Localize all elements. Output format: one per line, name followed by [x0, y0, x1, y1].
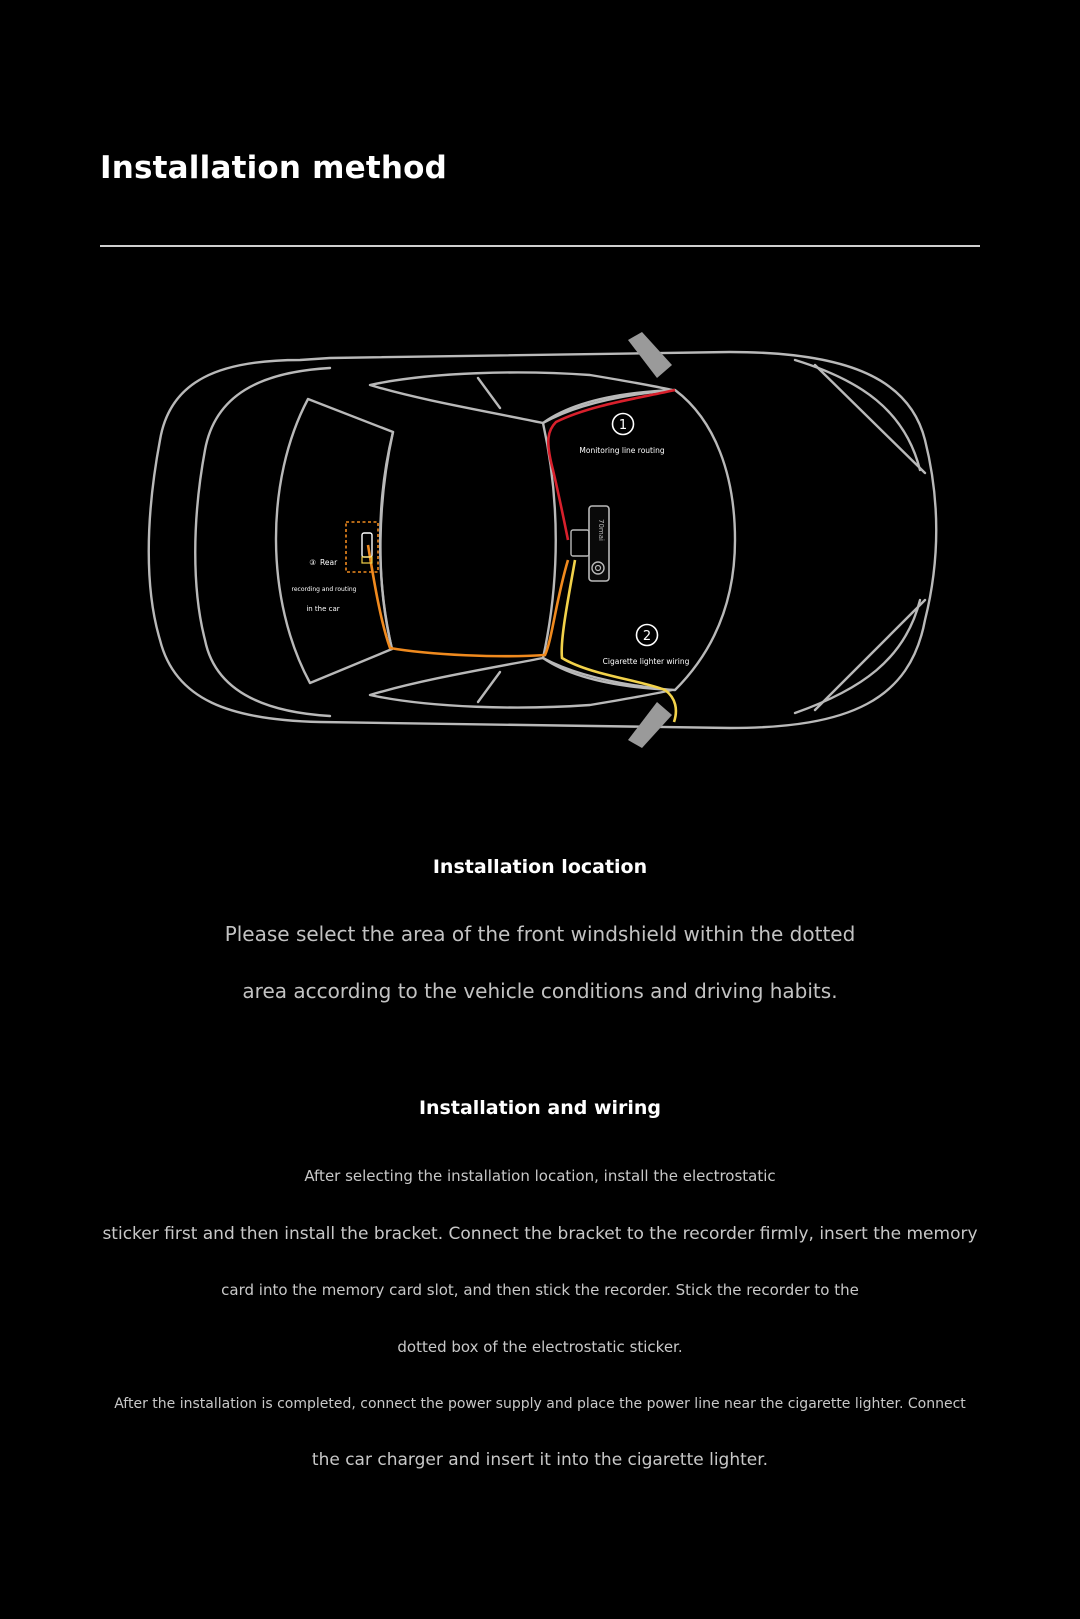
car-wiring-diagram — [0, 300, 1080, 780]
wiring-text-line-1: After selecting the installation location, install the electrostatic — [304, 1167, 776, 1185]
rear-recording-label — [292, 558, 357, 613]
page-title: Installation method — [100, 150, 448, 186]
step-1-marker — [613, 414, 634, 435]
step-1-number: 1 — [618, 418, 628, 433]
wiring-text-line-4: dotted box of the electrostatic sticker. — [397, 1338, 683, 1356]
rear-label-line-1: Rear — [320, 558, 338, 567]
wiring-text-line-2: sticker first and then install the bracket. Connect the bracket to the recorder firmly, insert the memory — [102, 1224, 978, 1244]
rear-label-line-3: in the car — [306, 605, 340, 613]
installation-location-section — [0, 856, 1080, 878]
wiring-text-line-6: the car charger and insert it into the cigarette lighter. — [311, 1450, 769, 1470]
installation-location-heading: Installation location — [432, 856, 648, 878]
location-text-line-1: Please select the area of the front windshield within the dotted — [224, 922, 856, 946]
wiring-text-line-5: After the installation is completed, connect the power supply and place the power line near the cigarette lighter. Connect — [114, 1396, 966, 1412]
location-text-line-2: area according to the vehicle conditions and driving habits. — [242, 979, 838, 1003]
step-1-label: Monitoring line routing — [579, 446, 665, 455]
device-brand-label: 70mai — [597, 519, 605, 541]
installation-wiring-section — [0, 1097, 1080, 1119]
lighter-line-route — [562, 560, 676, 722]
installation-wiring-heading: Installation and wiring — [418, 1097, 662, 1119]
step-2-label: Cigarette lighter wiring — [602, 657, 690, 666]
wiring-text-line-3: card into the memory card slot, and then stick the recorder. Stick the recorder to the — [221, 1281, 859, 1299]
step-2-number: 2 — [642, 629, 652, 644]
recorder-device-icon — [571, 506, 609, 581]
rear-camera-icon — [346, 522, 378, 572]
rear-line-route — [368, 545, 568, 656]
title-divider — [100, 245, 980, 247]
rear-label-line-2: recording and routing — [291, 586, 357, 593]
rear-marker: ③ — [309, 558, 316, 567]
step-2-marker — [637, 625, 658, 646]
car-outline — [149, 352, 937, 728]
